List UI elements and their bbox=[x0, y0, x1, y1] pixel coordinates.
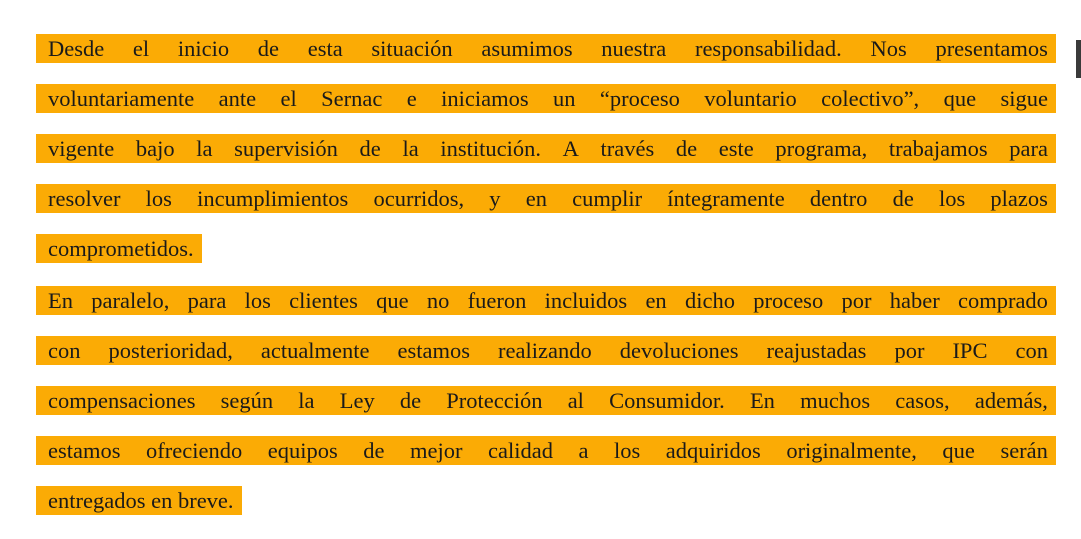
word: y bbox=[489, 186, 501, 211]
word: haber bbox=[889, 288, 940, 313]
word: de bbox=[675, 136, 698, 161]
word: A bbox=[562, 136, 579, 161]
paragraph-line bbox=[36, 286, 1056, 315]
paragraph-line bbox=[36, 184, 1056, 213]
word: esta bbox=[307, 36, 343, 61]
word: Sernac bbox=[321, 86, 383, 111]
word: los bbox=[938, 186, 966, 211]
word: este bbox=[718, 136, 754, 161]
word: IPC bbox=[952, 338, 988, 363]
word: En bbox=[48, 288, 73, 313]
word: resolver bbox=[48, 186, 121, 211]
word: iniciamos bbox=[441, 86, 529, 111]
highlighted-line bbox=[36, 134, 1056, 163]
word: mejor bbox=[410, 438, 463, 463]
word: “proceso bbox=[599, 86, 680, 111]
word: vigente bbox=[48, 136, 115, 161]
paragraph-line bbox=[36, 386, 1056, 415]
paragraph-line bbox=[36, 84, 1056, 113]
highlighted-line bbox=[36, 386, 1056, 415]
word: de bbox=[257, 36, 280, 61]
word: ofreciendo bbox=[146, 438, 243, 463]
word: nuestra bbox=[601, 36, 667, 61]
word: originalmente, bbox=[786, 438, 917, 463]
word: responsabilidad. bbox=[694, 36, 842, 61]
word: Protección bbox=[446, 388, 543, 413]
word: con bbox=[1015, 338, 1048, 363]
word: clientes bbox=[289, 288, 358, 313]
word: de bbox=[359, 136, 381, 161]
word: devoluciones bbox=[619, 338, 739, 363]
word: los bbox=[244, 288, 271, 313]
word: través bbox=[600, 136, 655, 161]
word: dentro bbox=[809, 186, 868, 211]
word: Ley bbox=[339, 388, 375, 413]
word: los bbox=[614, 438, 641, 463]
word: institución. bbox=[440, 136, 541, 161]
highlighted-line bbox=[36, 336, 1056, 365]
page-edge-mark bbox=[1076, 40, 1081, 78]
word: de bbox=[399, 388, 422, 413]
word: trabajamos bbox=[888, 136, 988, 161]
word: incluidos bbox=[544, 288, 628, 313]
word: inicio bbox=[177, 36, 230, 61]
word: la bbox=[196, 136, 213, 161]
word: ocurridos, bbox=[373, 186, 465, 211]
word: adquiridos bbox=[665, 438, 761, 463]
word: con bbox=[48, 338, 81, 363]
word: ante bbox=[218, 86, 257, 111]
highlighted-line-last: entregados en breve. bbox=[36, 486, 242, 515]
word: íntegramente bbox=[667, 186, 785, 211]
word: dicho bbox=[684, 288, 735, 313]
paragraph-line bbox=[36, 486, 1056, 515]
word: En bbox=[749, 388, 775, 413]
word: según bbox=[220, 388, 274, 413]
word: de bbox=[363, 438, 385, 463]
word: programa, bbox=[775, 136, 868, 161]
highlighted-line-last: comprometidos. bbox=[36, 234, 202, 263]
word: por bbox=[841, 288, 872, 313]
highlighted-line bbox=[36, 184, 1056, 213]
word: incumplimientos bbox=[197, 186, 349, 211]
word: para bbox=[1009, 136, 1048, 161]
word: voluntario bbox=[704, 86, 797, 111]
highlighted-line bbox=[36, 84, 1056, 113]
word: estamos bbox=[48, 438, 121, 463]
paragraph-line bbox=[36, 234, 1056, 263]
word: fueron bbox=[467, 288, 527, 313]
word: calidad bbox=[488, 438, 553, 463]
word: la bbox=[298, 388, 315, 413]
word: compensaciones bbox=[48, 388, 196, 413]
highlighted-line bbox=[36, 286, 1056, 315]
word: además, bbox=[974, 388, 1048, 413]
word: que bbox=[943, 86, 977, 111]
word: casos, bbox=[895, 388, 950, 413]
word: de bbox=[892, 186, 914, 211]
word: a bbox=[578, 438, 589, 463]
highlighted-line bbox=[36, 436, 1056, 465]
word: la bbox=[402, 136, 419, 161]
paragraph-line bbox=[36, 336, 1056, 365]
word: plazos bbox=[990, 186, 1048, 211]
word: el bbox=[132, 36, 150, 61]
word: reajustadas bbox=[766, 338, 867, 363]
paragraph-line bbox=[36, 134, 1056, 163]
word: equipos bbox=[267, 438, 338, 463]
paragraph-responsibility bbox=[36, 34, 1056, 284]
word: estamos bbox=[397, 338, 471, 363]
highlighted-line bbox=[36, 34, 1056, 63]
word: al bbox=[567, 388, 584, 413]
word: comprado bbox=[957, 288, 1048, 313]
paragraph-compensation bbox=[36, 286, 1056, 536]
word: supervisión bbox=[234, 136, 338, 161]
word: cumplir bbox=[572, 186, 643, 211]
word: voluntariamente bbox=[48, 86, 195, 111]
paragraph-line bbox=[36, 34, 1056, 63]
word: paralelo, bbox=[91, 288, 170, 313]
word: actualmente bbox=[260, 338, 370, 363]
word: bajo bbox=[135, 136, 175, 161]
word: Consumidor. bbox=[609, 388, 725, 413]
word: muchos bbox=[800, 388, 871, 413]
word: asumimos bbox=[481, 36, 573, 61]
word: e bbox=[406, 86, 417, 111]
word: en bbox=[645, 288, 667, 313]
word: un bbox=[552, 86, 576, 111]
word: los bbox=[145, 186, 172, 211]
paragraph-line bbox=[36, 436, 1056, 465]
word: situación bbox=[371, 36, 453, 61]
word: realizando bbox=[498, 338, 592, 363]
word: para bbox=[187, 288, 227, 313]
word: que bbox=[376, 288, 409, 313]
word: serán bbox=[1000, 438, 1048, 463]
word: que bbox=[942, 438, 975, 463]
word: Nos bbox=[870, 36, 907, 61]
word: posterioridad, bbox=[108, 338, 233, 363]
word: proceso bbox=[753, 288, 824, 313]
word: no bbox=[426, 288, 450, 313]
word: en bbox=[525, 186, 547, 211]
word: por bbox=[894, 338, 925, 363]
word: colectivo”, bbox=[821, 86, 920, 111]
word: presentamos bbox=[935, 36, 1048, 61]
word: el bbox=[280, 86, 297, 111]
word: Desde bbox=[48, 36, 105, 61]
word: sigue bbox=[1000, 86, 1048, 111]
